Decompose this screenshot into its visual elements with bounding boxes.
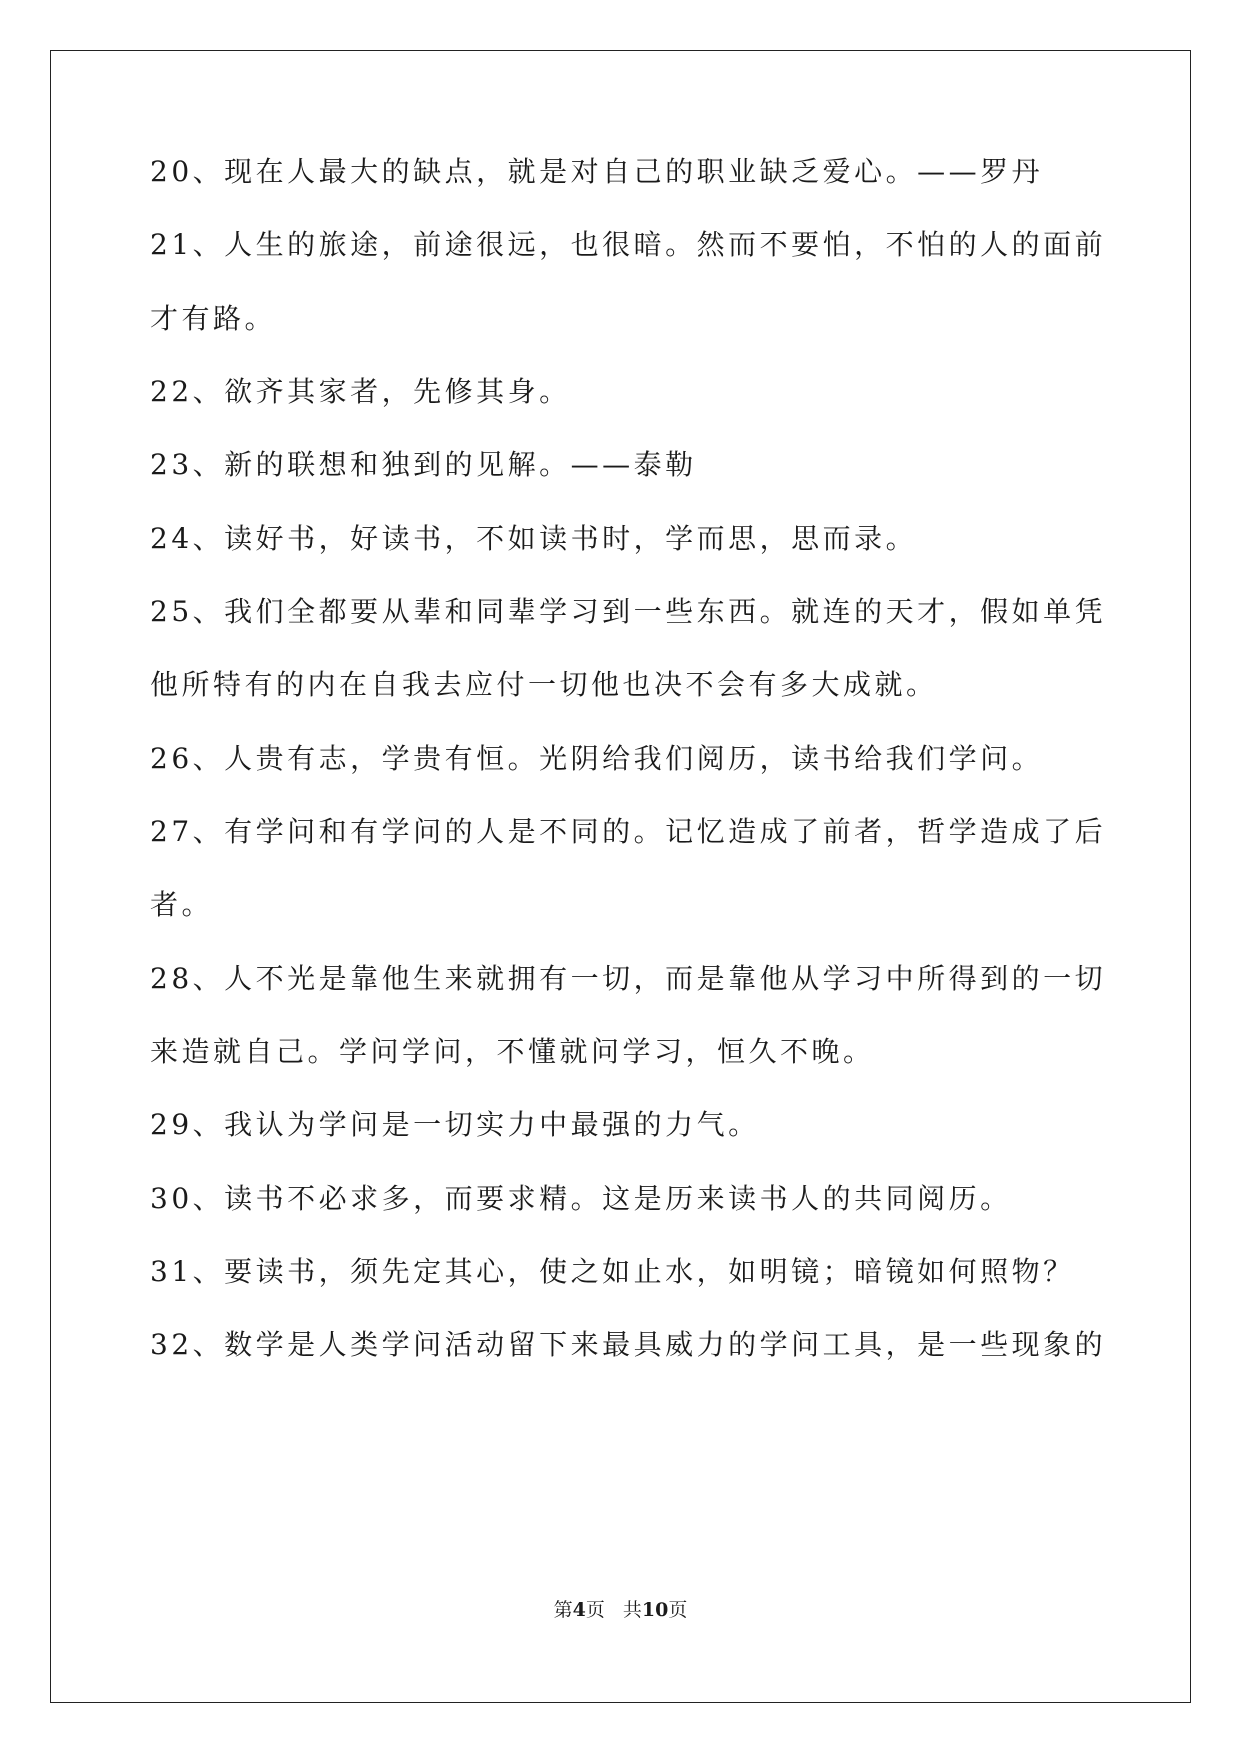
text-line: 27、有学问和有学问的人是不同的。记忆造成了前者，哲学造成了后 — [150, 815, 1107, 848]
page-number: 4 — [572, 1599, 586, 1621]
page-border — [50, 50, 1191, 1703]
text-line: 31、要读书，须先定其心，使之如止水，如明镜；暗镜如何照物？ — [150, 1255, 1075, 1288]
text-line: 29、我认为学问是一切实力中最强的力气。 — [150, 1108, 760, 1141]
total-pages: 10 — [641, 1599, 669, 1621]
text-line: 25、我们全都要从辈和同辈学习到一些东西。就连的天才，假如单凭 — [150, 595, 1107, 628]
total-prefix: 共 — [622, 1599, 642, 1621]
text-line: 他所特有的内在自我去应付一切他也决不会有多大成就。 — [150, 668, 938, 701]
text-line: 32、数学是人类学问活动留下来最具威力的学问工具，是一些现象的 — [150, 1328, 1107, 1361]
text-line: 才有路。 — [150, 302, 277, 335]
text-line: 30、读书不必求多，而要求精。这是历来读书人的共同阅历。 — [150, 1182, 1012, 1215]
text-line: 22、欲齐其家者，先修其身。 — [150, 375, 571, 408]
total-suffix: 页 — [668, 1599, 688, 1621]
text-line: 20、现在人最大的缺点，就是对自己的职业缺乏爱心。——罗丹 — [150, 155, 1044, 188]
text-line: 24、读好书，好读书，不如读书时，学而思，思而录。 — [150, 522, 918, 555]
text-line: 23、新的联想和独到的见解。——泰勒 — [150, 448, 697, 481]
text-line: 21、人生的旅途，前途很远，也很暗。然而不要怕，不怕的人的面前 — [150, 228, 1107, 261]
page-suffix: 页 — [585, 1599, 605, 1621]
text-line: 26、人贵有志，学贵有恒。光阴给我们阅历，读书给我们学问。 — [150, 742, 1044, 775]
text-line: 28、人不光是靠他生来就拥有一切，而是靠他从学习中所得到的一切 — [150, 962, 1107, 995]
text-line: 来造就自己。学问学问，不懂就问学习，恒久不晚。 — [150, 1035, 875, 1068]
text-line: 者。 — [150, 888, 214, 921]
page-prefix: 第 — [553, 1599, 573, 1621]
page-footer — [0, 1598, 1241, 1622]
